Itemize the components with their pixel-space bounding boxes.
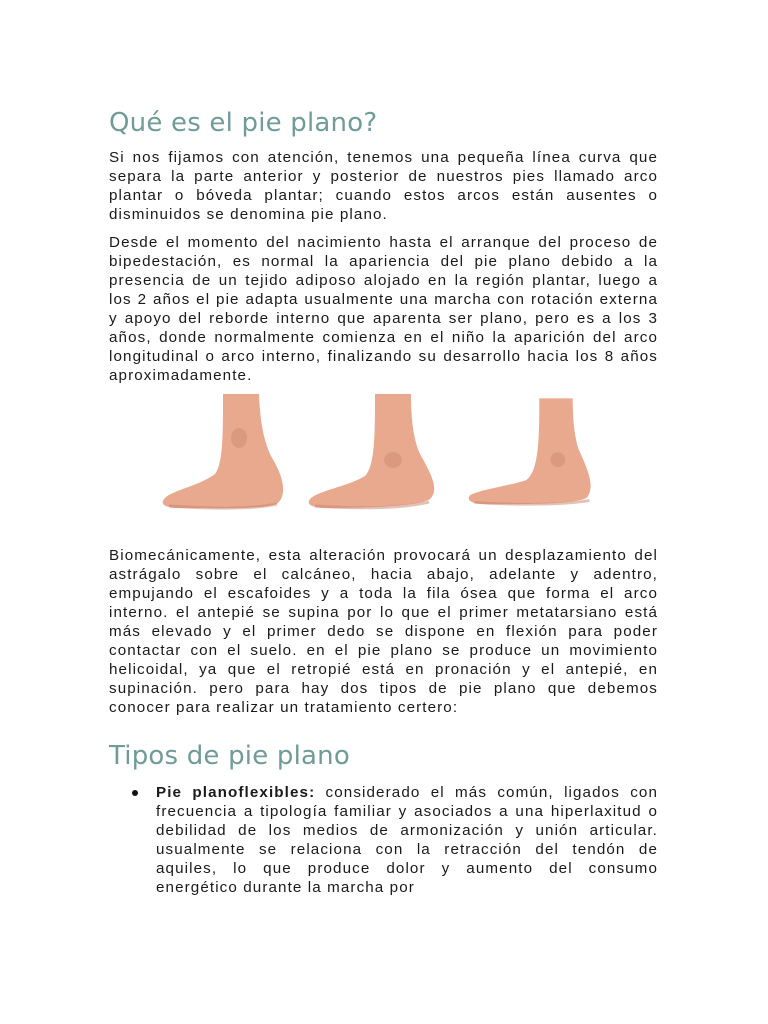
feet-illustration [109,394,658,516]
list-item [156,783,658,897]
foot-image-2 [305,394,435,516]
document-page [109,108,658,897]
foot-image-3 [465,394,595,516]
foot-image-1 [159,394,289,516]
list-item-text: considerado el más común, ligados con frecuencia a tipología familiar y asociados a una hiperlaxitud o debilidad de los medios de armonización y unión articular. usualmente se relaciona con la retracción del tendón de aquiles, lo que produce dolor y aumento del consumo energético durante la marcha por [156,784,658,896]
paragraph-desarrollo: Desde el momento del nacimiento hasta el arranque del proceso de bipedestación, es normal la apariencia del pie plano debido a la presencia de un tejido adiposo alojado en la región plantar, luego a los 2 años el pie adapta usualmente una marcha con rotación externa y apoyo del reborde interno que aparenta ser plano, pero es a los 3 años, donde normalmente comienza en el niño la aparición del arco longitudinal o arco interno, finalizando su desarrollo hacia los 8 años aproximadamente. [109,234,658,384]
section-title-que-es: Qué es el pie plano? [109,108,378,138]
list-item-term: Pie planoflexibles: [156,784,316,801]
types-list [109,783,658,897]
section-title-tipos: Tipos de pie plano [109,741,350,771]
paragraph-definicion: Si nos fijamos con atención, tenemos una pequeña línea curva que separa la parte anterior y posterior de nuestros pies llamado arco plantar o bóveda plantar; cuando estos arcos están ausentes o disminuidos se denomina pie plano. [109,149,658,223]
bullet-icon [132,790,138,796]
paragraph-biomecanica: Biomecánicamente, esta alteración provocará un desplazamiento del astrágalo sobre el calcáneo, hacia abajo, adelante y adentro, empujando el escafoides y a toda la fila ósea que forma el arco interno. el antepié se supina por lo que el primer metatarsiano está más elevado y el primer dedo se dispone en flexión para poder contactar con el suelo. en el pie plano se produce un movimiento helicoidal, ya que el retropié está en pronación y el antepié, en supinación. pero para hay dos tipos de pie plano que debemos conocer para realizar un tratamiento certero: [109,547,658,716]
